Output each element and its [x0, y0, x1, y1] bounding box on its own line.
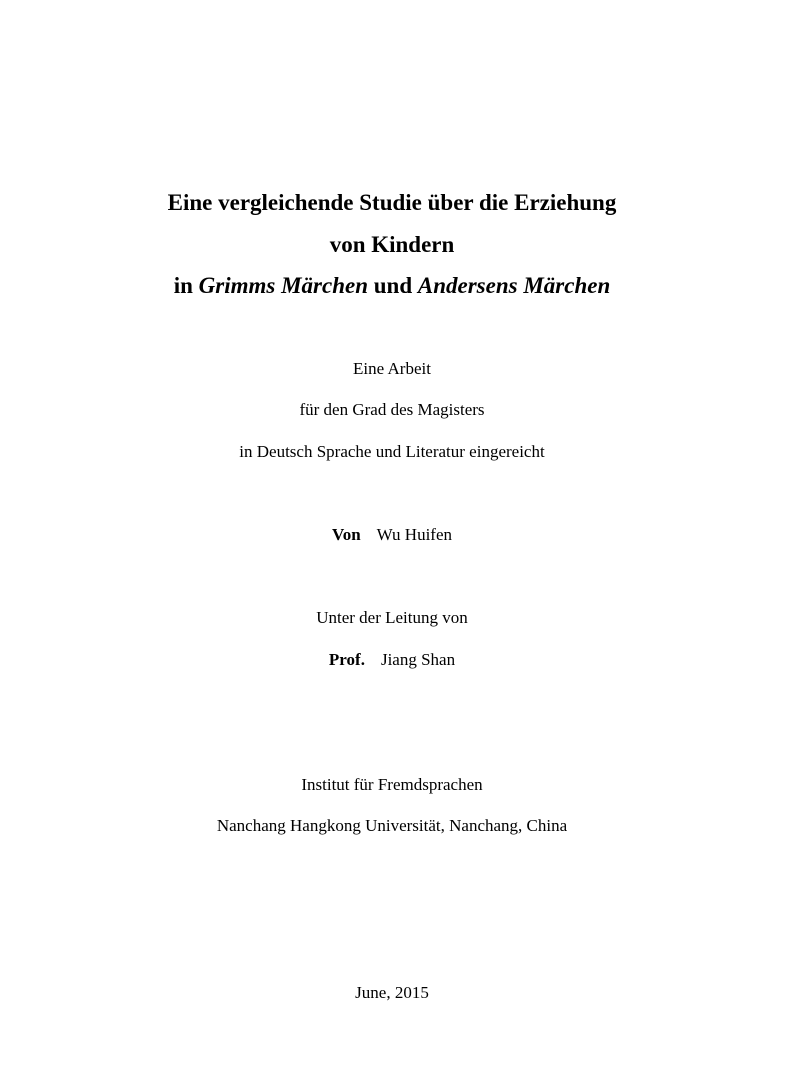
title-line-2: von Kindern — [329, 232, 455, 257]
title-grimm: Grimms Märchen — [198, 273, 369, 298]
author-line — [0, 526, 784, 543]
title-line-3 — [0, 274, 784, 297]
supervisor-name: Jiang Shan — [380, 650, 456, 669]
thesis-line-2: für den Grad des Magisters — [299, 400, 485, 419]
title-andersen: Andersens Märchen — [417, 273, 611, 298]
title-word-und: und — [373, 273, 413, 298]
supervisor-title: Prof. — [328, 650, 365, 669]
thesis-line-3: in Deutsch Sprache und Literatur eingereicht — [239, 442, 545, 461]
supervisor-line — [0, 651, 784, 668]
supervision-line: Unter der Leitung von — [316, 608, 468, 627]
date: June, 2015 — [355, 983, 429, 1002]
institute: Institut für Fremdsprachen — [301, 775, 483, 794]
author-name: Wu Huifen — [376, 525, 452, 544]
title-line-1: Eine vergleichende Studie über die Erziehung — [167, 190, 617, 215]
title-word-in: in — [173, 273, 193, 298]
thesis-line-1: Eine Arbeit — [353, 359, 431, 378]
author-label: Von — [332, 525, 361, 544]
university: Nanchang Hangkong Universität, Nanchang, China — [216, 816, 568, 835]
